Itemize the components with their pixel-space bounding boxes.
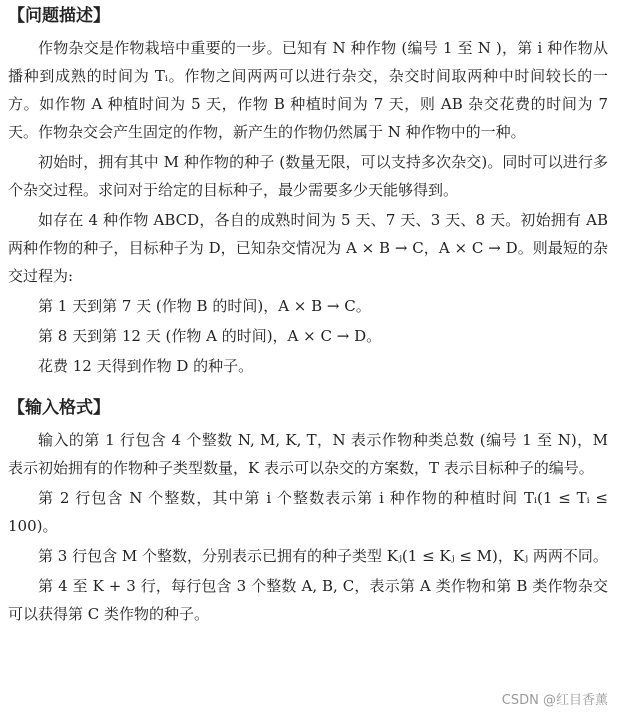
- problem-paragraph: 作物杂交是作物栽培中重要的一步。已知有 N 种作物 (编号 1 至 N )，第 i 种作物从播种到成熟的时间为 Tᵢ。作物之间两两可以进行杂交，杂交时间取两种中时间较长的一方。如作物 A 种植时间为 5 天，作物 B 种植时间为 7 天，则 AB 杂交花费的时间为 7 天。作物杂交会产生固定的作物，新产生的作物仍然属于 N 种作物中的一种。: [8, 39, 608, 141]
- csdn-watermark: CSDN @红目香薰: [501, 693, 608, 708]
- input-format-paragraph: 第 3 行包含 M 个整数，分别表示已拥有的种子类型 Kⱼ(1 ≤ Kⱼ ≤ M)，Kⱼ 两两不同。: [38, 547, 608, 565]
- input-format-paragraph: 输入的第 1 行包含 4 个整数 N, M, K, T，N 表示作物种类总数 (编号 1 至 N)，M 表示初始拥有的作物种子类型数量，K 表示可以杂交的方案数，T 表示目标种子的编号。: [8, 431, 608, 477]
- problem-paragraph: 花费 12 天得到作物 D 的种子。: [38, 357, 254, 375]
- input-format-paragraph: 第 4 至 K + 3 行，每行包含 3 个整数 A, B, C，表示第 A 类作物和第 B 类作物杂交可以获得第 C 类作物的种子。: [8, 577, 608, 623]
- input-format-paragraph: 第 2 行包含 N 个整数，其中第 i 个整数表示第 i 种作物的种植时间 Tᵢ(1 ≤ Tᵢ ≤ 100)。: [8, 489, 608, 535]
- problem-paragraph: 第 1 天到第 7 天 (作物 B 的时间)，A × B → C。: [38, 297, 371, 315]
- problem-paragraph: 初始时，拥有其中 M 种作物的种子 (数量无限，可以支持多次杂交)。同时可以进行多个杂交过程。求问对于给定的目标种子，最少需要多少天能够得到。: [8, 153, 608, 199]
- input-format-heading: 【输入格式】: [8, 398, 110, 418]
- problem-paragraph: 第 8 天到第 12 天 (作物 A 的时间)，A × C → D。: [38, 327, 382, 345]
- problem-description-heading: 【问题描述】: [8, 6, 110, 26]
- problem-paragraph: 如存在 4 种作物 ABCD，各自的成熟时间为 5 天、7 天、3 天、8 天。初始拥有 AB 两种作物的种子，目标种子为 D，已知杂交情况为 A × B → C，A × C → D。则最短的杂交过程为:: [8, 211, 608, 285]
- document-body: [8, 4, 608, 630]
